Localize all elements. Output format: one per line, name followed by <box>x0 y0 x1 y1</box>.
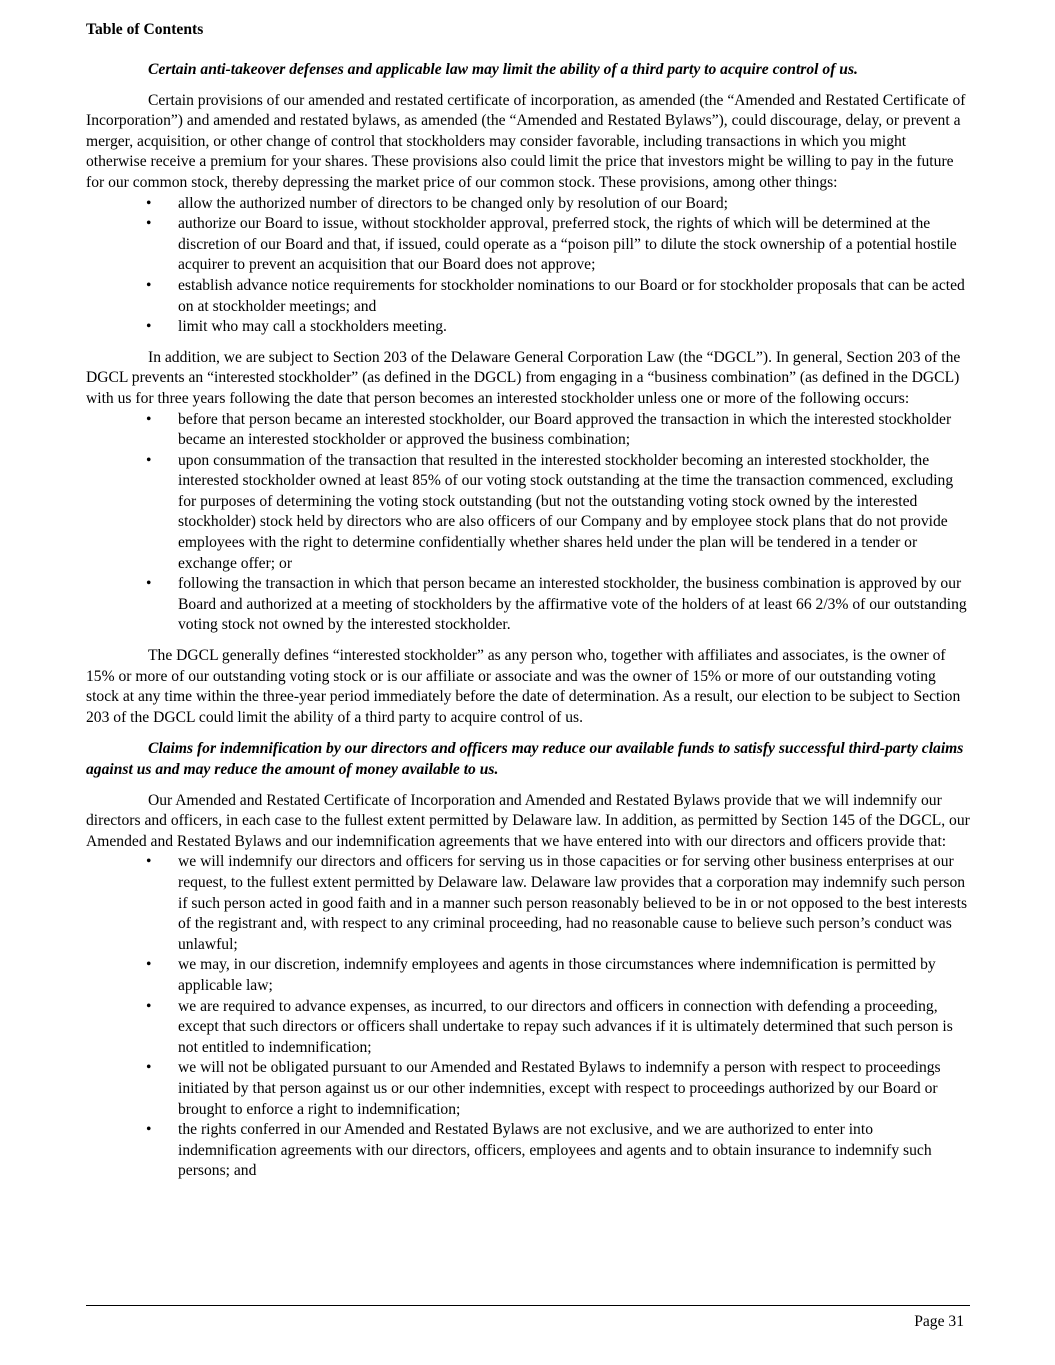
paragraph-dgcl-intro: In addition, we are subject to Section 203 of the Delaware General Corporation Law (the “DGCL”). In general, Section 203 of the DGCL prevents an “interested stockholder” (as defined in the DGCL) from engaging in a “business combination” (as defined in the DGCL) with us for three years following the date that person becomes an interested stockholder unless one or more of the following occurs: <box>86 348 961 407</box>
list-item-text: authorize our Board to issue, without stockholder approval, preferred stock, the rights of which will be determined at the discretion of our Board and that, if issued, could operate as a “poison pill” to dilute the stock ownership of a potential hostile acquirer to prevent an acquisition that our Board does not approve; <box>178 215 957 274</box>
bullet-icon: • <box>146 194 152 212</box>
bullet-icon: • <box>146 997 152 1015</box>
list-item <box>86 451 970 575</box>
list-item-text: we are required to advance expenses, as incurred, to our directors and officers in connection with defending a proceeding, except that such directors or officers shall undertake to repay such advances if it is ultimately determined that such person is not entitled to indemnification; <box>178 997 953 1056</box>
bullet-icon: • <box>146 318 152 336</box>
list-item-text: we may, in our discretion, indemnify employees and agents in those circumstances where indemnification is permitted by applicable law; <box>178 956 936 994</box>
bullet-icon: • <box>146 215 152 233</box>
list-item-text: following the transaction in which that person became an interested stockholder, the business combination is approved by our Board and authorized at a meeting of stockholders by the affirmative vote of the holders of at least 66 2/3% of our outstanding voting stock not owned by the interested stockholder. <box>178 575 967 634</box>
list-item <box>86 1120 970 1182</box>
bullet-list-indemnification <box>86 852 970 1182</box>
section-heading-anti-takeover: Certain anti-takeover defenses and applicable law may limit the ability of a third party to acquire control of us. <box>148 61 858 78</box>
list-item-text: allow the authorized number of directors to be changed only by resolution of our Board; <box>178 194 728 212</box>
bullet-list-dgcl-exceptions <box>86 410 970 637</box>
list-item <box>86 194 970 215</box>
list-item <box>86 410 970 451</box>
bullet-list-provisions <box>86 194 970 338</box>
paragraph-dgcl-definition: The DGCL generally defines “interested stockholder” as any person who, together with affiliates and associates, is the owner of 15% or more of our outstanding voting stock or is our affiliate or associate and was the owner of 15% or more of our outstanding voting stock at any time within the three-year period immediately before the date of determination. As a result, our election to be subject to Section 203 of the DGCL could limit the ability of a third party to acquire control of us. <box>86 647 961 726</box>
spacer <box>86 728 970 739</box>
bullet-icon: • <box>146 1121 152 1139</box>
list-item <box>86 574 970 636</box>
bullet-icon: • <box>146 956 152 974</box>
bullet-icon: • <box>146 451 152 469</box>
paragraph-indemnification-intro: Our Amended and Restated Certificate of Incorporation and Amended and Restated Bylaws provide that we will indemnify our directors and officers, in each case to the fullest extent permitted by Delaware law. In addition, as permitted by Section 145 of the DGCL, our Amended and Restated Bylaws and our indemnification agreements that we have entered into with our directors and officers provide that: <box>86 791 970 850</box>
table-of-contents-link[interactable]: Table of Contents <box>86 21 204 38</box>
paragraph-anti-takeover-intro: Certain provisions of our amended and restated certificate of incorporation, as amended (the “Amended and Restated Certificate of Incorporation”) and amended and restated bylaws, as amended (the “Amended and Restated Bylaws”), could discourage, delay, or prevent a merger, acquisition, or other change of control that stockholders may consider favorable, including transactions in which you might otherwise receive a premium for your shares. These provisions also could limit the price that investors might be willing to pay in the future for our common stock, thereby depressing the market price of our common stock. These provisions, among other things: <box>86 91 966 191</box>
list-item-text: we will not be obligated pursuant to our Amended and Restated Bylaws to indemnify a person with respect to proceedings initiated by that person against us or our other indemnities, except with respect to proceedings authorized by our Board or brought to enforce a right to indemnification; <box>178 1059 941 1118</box>
list-item-text: the rights conferred in our Amended and Restated Bylaws are not exclusive, and we are authorized to enter into indemnification agreements with our directors, officers, employees and agents and to obtain insurance to indemnify such persons; and <box>178 1121 932 1180</box>
document-page <box>86 20 970 1182</box>
list-item <box>86 997 970 1059</box>
spacer <box>86 40 970 60</box>
bullet-icon: • <box>146 410 152 428</box>
spacer <box>86 81 970 91</box>
list-item <box>86 852 970 955</box>
list-item <box>86 317 970 338</box>
list-item-text: limit who may call a stockholders meeting. <box>178 318 447 336</box>
spacer <box>86 781 970 791</box>
spacer <box>86 636 970 646</box>
page-number: Page 31 <box>914 1313 964 1330</box>
bullet-icon: • <box>146 1059 152 1077</box>
list-item <box>86 214 970 276</box>
bullet-icon: • <box>146 853 152 871</box>
list-item-text: establish advance notice requirements for stockholder nominations to our Board or for stockholder proposals that can be acted on at stockholder meetings; and <box>178 276 965 315</box>
list-item-text: we will indemnify our directors and officers for serving us in those capacities or for serving other business enterprises at our request, to the fullest extent permitted by Delaware law. Delaware law provides that a corporation may indemnify such person if such person acted in good faith and in a manner such person reasonably believed to be in or not opposed to the best interests of the registrant and, with respect to any criminal proceeding, had no reasonable cause to believe such person’s conduct was unlawful; <box>178 853 968 953</box>
list-item <box>86 276 970 317</box>
spacer <box>86 338 970 348</box>
list-item <box>86 955 970 996</box>
list-item-text: upon consummation of the transaction that resulted in the interested stockholder becoming an interested stockholder, the interested stockholder owned at least 85% of our voting stock outstanding at the time the transaction commenced, excluding for purposes of determining the voting stock outstanding (but not the outstanding voting stock owned by the interested stockholder) stock held by directors who are also officers of our Company and by employee stock plans that do not provide employees with the right to determine confidentially whether shares held under the plan will be tendered in a tender or exchange offer; or <box>178 451 954 572</box>
footer-divider <box>86 1305 970 1306</box>
bullet-icon: • <box>146 276 152 294</box>
list-item <box>86 1058 970 1120</box>
section-heading-indemnification: Claims for indemnification by our directors and officers may reduce our available funds to satisfy successful third-party claims against us and may reduce the amount of money available to us. <box>86 740 964 778</box>
bullet-icon: • <box>146 575 152 593</box>
list-item-text: before that person became an interested stockholder, our Board approved the transaction in which the interested stockholder became an interested stockholder or approved the business combination; <box>178 410 952 449</box>
